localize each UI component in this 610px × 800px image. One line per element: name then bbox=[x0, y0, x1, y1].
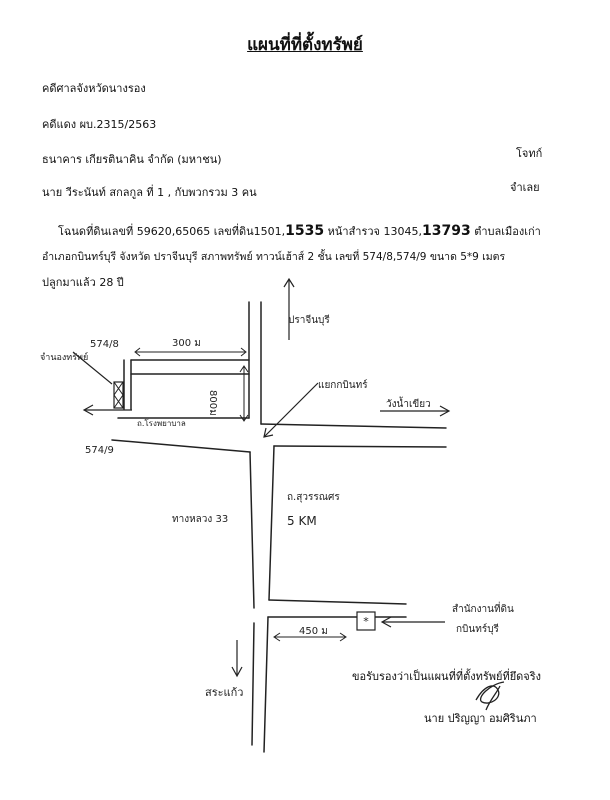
defendant-name: นาย วีระนันท์ สกลกูล ที่ 1 , กับพวกรวม 3 คน bbox=[42, 186, 257, 199]
label-house-top: 574/8 bbox=[90, 339, 119, 350]
label-right: วังน้ำเขียว bbox=[386, 399, 431, 410]
label-highway: ทางหลวง 33 bbox=[172, 514, 229, 525]
label-top: ปราจีนบุรี bbox=[288, 315, 330, 326]
label-5km: 5 KM bbox=[287, 514, 317, 528]
label-office-2: กบินทร์บุรี bbox=[456, 624, 499, 635]
court-name: คดีศาลจังหวัดนางรอง bbox=[42, 82, 146, 95]
case-number: คดีแดง ผบ.2315/2563 bbox=[42, 118, 157, 131]
label-dist-800: 800ม bbox=[207, 390, 218, 416]
map-roads bbox=[112, 302, 446, 752]
plaintiff-role: โจทก์ bbox=[516, 147, 543, 160]
certification-text: ขอรับรองว่าเป็นแผนที่ที่ตั้งทรัพย์ที่ยึดจริง bbox=[352, 670, 542, 683]
land-no-2: 1535 bbox=[285, 223, 325, 239]
label-office: สำนักงานที่ดิน bbox=[452, 604, 514, 615]
label-small-road: ถ.โรงพยาบาล bbox=[137, 419, 186, 428]
label-property: จำนองทรัพย์ bbox=[40, 353, 89, 363]
survey-prefix: หน้าสำรวจ 13045, bbox=[324, 225, 422, 238]
line1-rest: ตำบลเมืองเก่า bbox=[470, 225, 541, 238]
label-junction: แยกกบินทร์ bbox=[318, 380, 368, 391]
survey-no-2: 13793 bbox=[421, 223, 471, 239]
page-title: แผนที่ที่ตั้งทรัพย์ bbox=[247, 35, 363, 55]
property-box bbox=[114, 382, 123, 408]
star-icon: * bbox=[363, 615, 369, 628]
label-house-bottom: 574/9 bbox=[85, 445, 114, 456]
defendant-role: จำเลย bbox=[510, 181, 540, 194]
label-dist-450: 450 ม bbox=[299, 626, 328, 637]
deed-prefix: โฉนดที่ดินเลขที่ 59620,65065 เลขที่ดิน1501, bbox=[58, 225, 286, 238]
label-sakaeo-road: ถ.สุวรรณศร bbox=[287, 492, 340, 503]
property-marker bbox=[114, 382, 123, 408]
label-bottom: สระแก้ว bbox=[205, 686, 244, 699]
signer-name: นาย ปริญญา อมศิรินภา bbox=[424, 712, 537, 725]
signature-mark bbox=[476, 682, 504, 710]
plaintiff-name: ธนาคาร เกียรตินาคิน จำกัด (มหาชน) bbox=[42, 153, 222, 166]
property-line-3: ปลูกมาแล้ว 28 ปี bbox=[42, 276, 124, 289]
label-dist-300: 300 ม bbox=[172, 338, 201, 349]
land-office-marker bbox=[357, 612, 375, 630]
property-line-2: อำเภอกบินทร์บุรี จังหวัด ปราจีนบุรี สภาพทรัพย์ ทาวน์เฮ้าส์ 2 ชั้น เลขที่ 574/8,574/9 ขนาด 5*9 เมตร bbox=[42, 251, 506, 263]
